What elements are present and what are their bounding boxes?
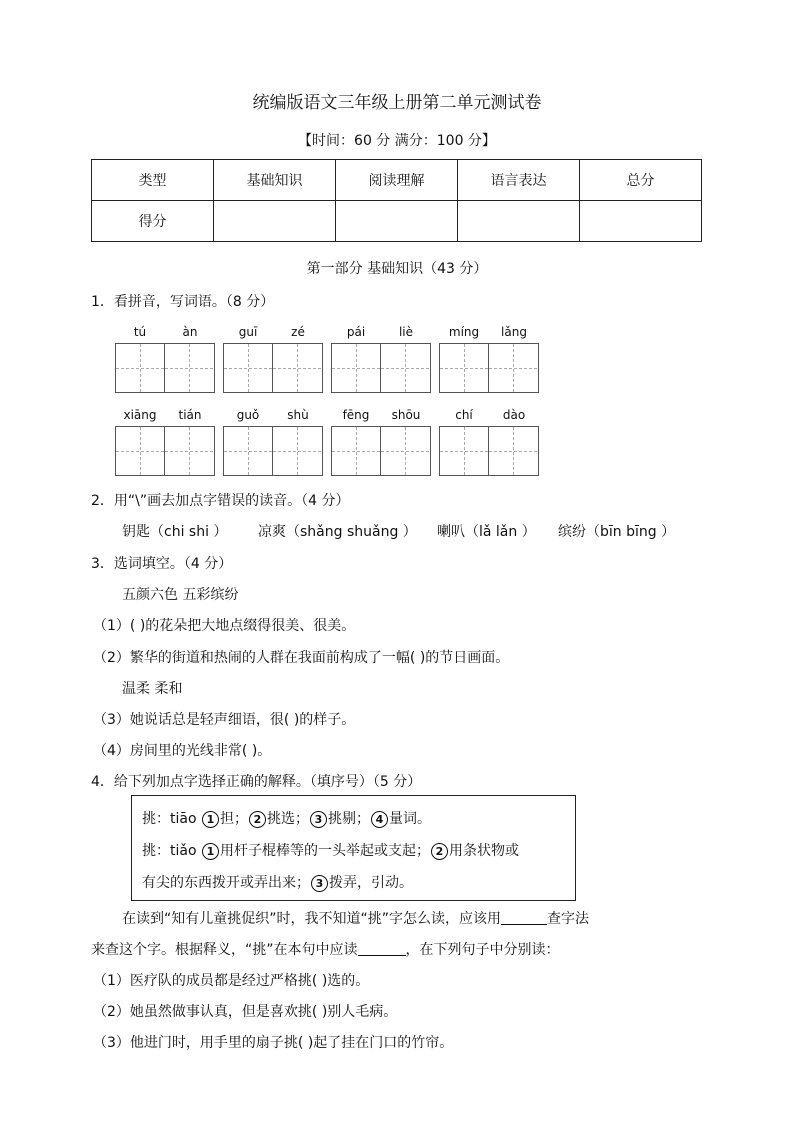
table-header-cell: 类型	[92, 160, 214, 201]
definition-prefix: 挑：tiǎo	[142, 843, 201, 859]
pinyin-label: tián	[178, 408, 202, 422]
answer-blank[interactable]	[358, 955, 406, 956]
table-header-cell: 语言表达	[458, 160, 580, 201]
word-choices: 温柔 柔和	[122, 681, 183, 697]
circled-number: 2	[431, 843, 448, 860]
writing-grid[interactable]	[115, 426, 215, 476]
pinyin-label: guī	[238, 325, 258, 339]
pinyin-label: tú	[133, 325, 147, 339]
word-choices: 五颜六色 五彩缤纷	[122, 587, 239, 603]
paragraph-line	[122, 908, 589, 928]
definition-text: 有尖的东西拨开或弄出来；	[142, 875, 310, 891]
definition-text: 用条状物或	[448, 843, 519, 859]
pinyin-label: xiāng	[123, 408, 157, 422]
pinyin-label: àn	[182, 325, 198, 339]
pinyin-label: dào	[502, 408, 526, 422]
score-input-cell[interactable]	[458, 201, 580, 242]
pinyin-label: shù	[287, 408, 309, 422]
reading-choice[interactable]: 凉爽（shǎng shuǎng ）	[258, 524, 417, 540]
paragraph-text: 来查这个字。根据释义，“挑”在本句中应读	[91, 942, 358, 958]
circled-number: 3	[310, 811, 327, 828]
definition-line	[142, 808, 431, 828]
writing-grid[interactable]	[115, 343, 215, 393]
score-input-cell[interactable]	[580, 201, 702, 242]
fill-sentence[interactable]: （4）房间里的光线非常( )。	[93, 743, 272, 759]
circled-number: 3	[311, 875, 328, 892]
fill-sentence[interactable]: （1）( )的花朵把大地点缀得很美、很美。	[93, 618, 356, 634]
pinyin-label: pái	[346, 325, 366, 339]
paragraph-text: 查字法	[547, 911, 590, 927]
paragraph-text: ，在下列句子中分别读：	[405, 942, 560, 958]
writing-grid[interactable]	[439, 343, 539, 393]
fill-sentence[interactable]: （3）她说话总是轻声细语，很( )的样子。	[93, 712, 356, 728]
writing-grid[interactable]	[331, 426, 431, 476]
table-cell: 得分	[92, 201, 214, 242]
circled-number: 2	[249, 811, 266, 828]
table-header-row	[92, 160, 702, 201]
circled-number: 1	[202, 843, 219, 860]
score-input-cell[interactable]	[214, 201, 336, 242]
definition-text: 担；	[219, 811, 248, 827]
pinyin-label: fēng	[342, 408, 370, 422]
table-header-cell: 阅读理解	[336, 160, 458, 201]
pinyin-label: liè	[398, 325, 414, 339]
definition-line	[142, 840, 519, 860]
score-table	[91, 159, 702, 242]
writing-grid[interactable]	[439, 426, 539, 476]
fill-sentence[interactable]: （2）她虽然做事认真，但是喜欢挑( )别人毛病。	[93, 1004, 398, 1020]
reading-choice[interactable]: 缤纷（bīn bīng ）	[558, 524, 676, 540]
question-4-stem: 4．给下列加点字选择正确的解释。（填序号）（5 分）	[91, 774, 422, 790]
table-row	[92, 201, 702, 242]
reading-choice[interactable]: 钥匙（chi shi ）	[122, 524, 228, 540]
fill-sentence[interactable]: （3）他进门时，用手里的扇子挑( )起了挂在门口的竹帘。	[93, 1035, 454, 1051]
circled-number: 4	[371, 811, 388, 828]
fill-sentence[interactable]: （2）繁华的街道和热闹的人群在我面前构成了一幅( )的节日画面。	[93, 650, 510, 666]
definition-prefix: 挑：tiāo	[142, 811, 201, 827]
pinyin-label: shōu	[391, 408, 421, 422]
pinyin-label: chí	[455, 408, 473, 422]
time-info: 【时间：60 分 满分：100 分】	[298, 133, 496, 149]
definition-text: 用杆子棍棒等的一头举起或支起；	[219, 843, 430, 859]
paragraph-line	[91, 939, 560, 959]
definition-text: 量词。	[388, 811, 431, 827]
table-header-cell: 基础知识	[214, 160, 336, 201]
definition-line	[142, 872, 413, 892]
writing-grid[interactable]	[223, 426, 323, 476]
pinyin-label: lǎng	[501, 325, 527, 339]
paragraph-text: 在读到“知有儿童挑促织”时，我不知道“挑”字怎么读，应该用	[122, 911, 502, 927]
pinyin-label: zé	[291, 325, 305, 339]
pinyin-label: guǒ	[236, 408, 260, 422]
question-2-stem: 2．用“\”画去加点字错误的读音。（4 分）	[91, 493, 350, 509]
writing-grid[interactable]	[331, 343, 431, 393]
page-title: 统编版语文三年级上册第二单元测试卷	[252, 93, 542, 113]
writing-grid[interactable]	[223, 343, 323, 393]
question-3-stem: 3．选词填空。（4 分）	[91, 556, 233, 572]
definition-text: 拨弄，引动。	[329, 875, 413, 891]
pinyin-label: míng	[448, 325, 480, 339]
score-input-cell[interactable]	[336, 201, 458, 242]
answer-blank[interactable]	[501, 924, 547, 925]
question-1-stem: 1．看拼音，写词语。（8 分）	[91, 294, 275, 310]
definition-text: 挑剔；	[327, 811, 370, 827]
reading-choice[interactable]: 喇叭（lǎ lǎn ）	[437, 524, 536, 540]
part-heading: 第一部分 基础知识（43 分）	[306, 261, 488, 277]
definition-text: 挑选；	[266, 811, 309, 827]
circled-number: 1	[202, 811, 219, 828]
table-header-cell: 总分	[580, 160, 702, 201]
fill-sentence[interactable]: （1）医疗队的成员都是经过严格挑( )选的。	[93, 973, 370, 989]
definition-box	[131, 795, 576, 901]
